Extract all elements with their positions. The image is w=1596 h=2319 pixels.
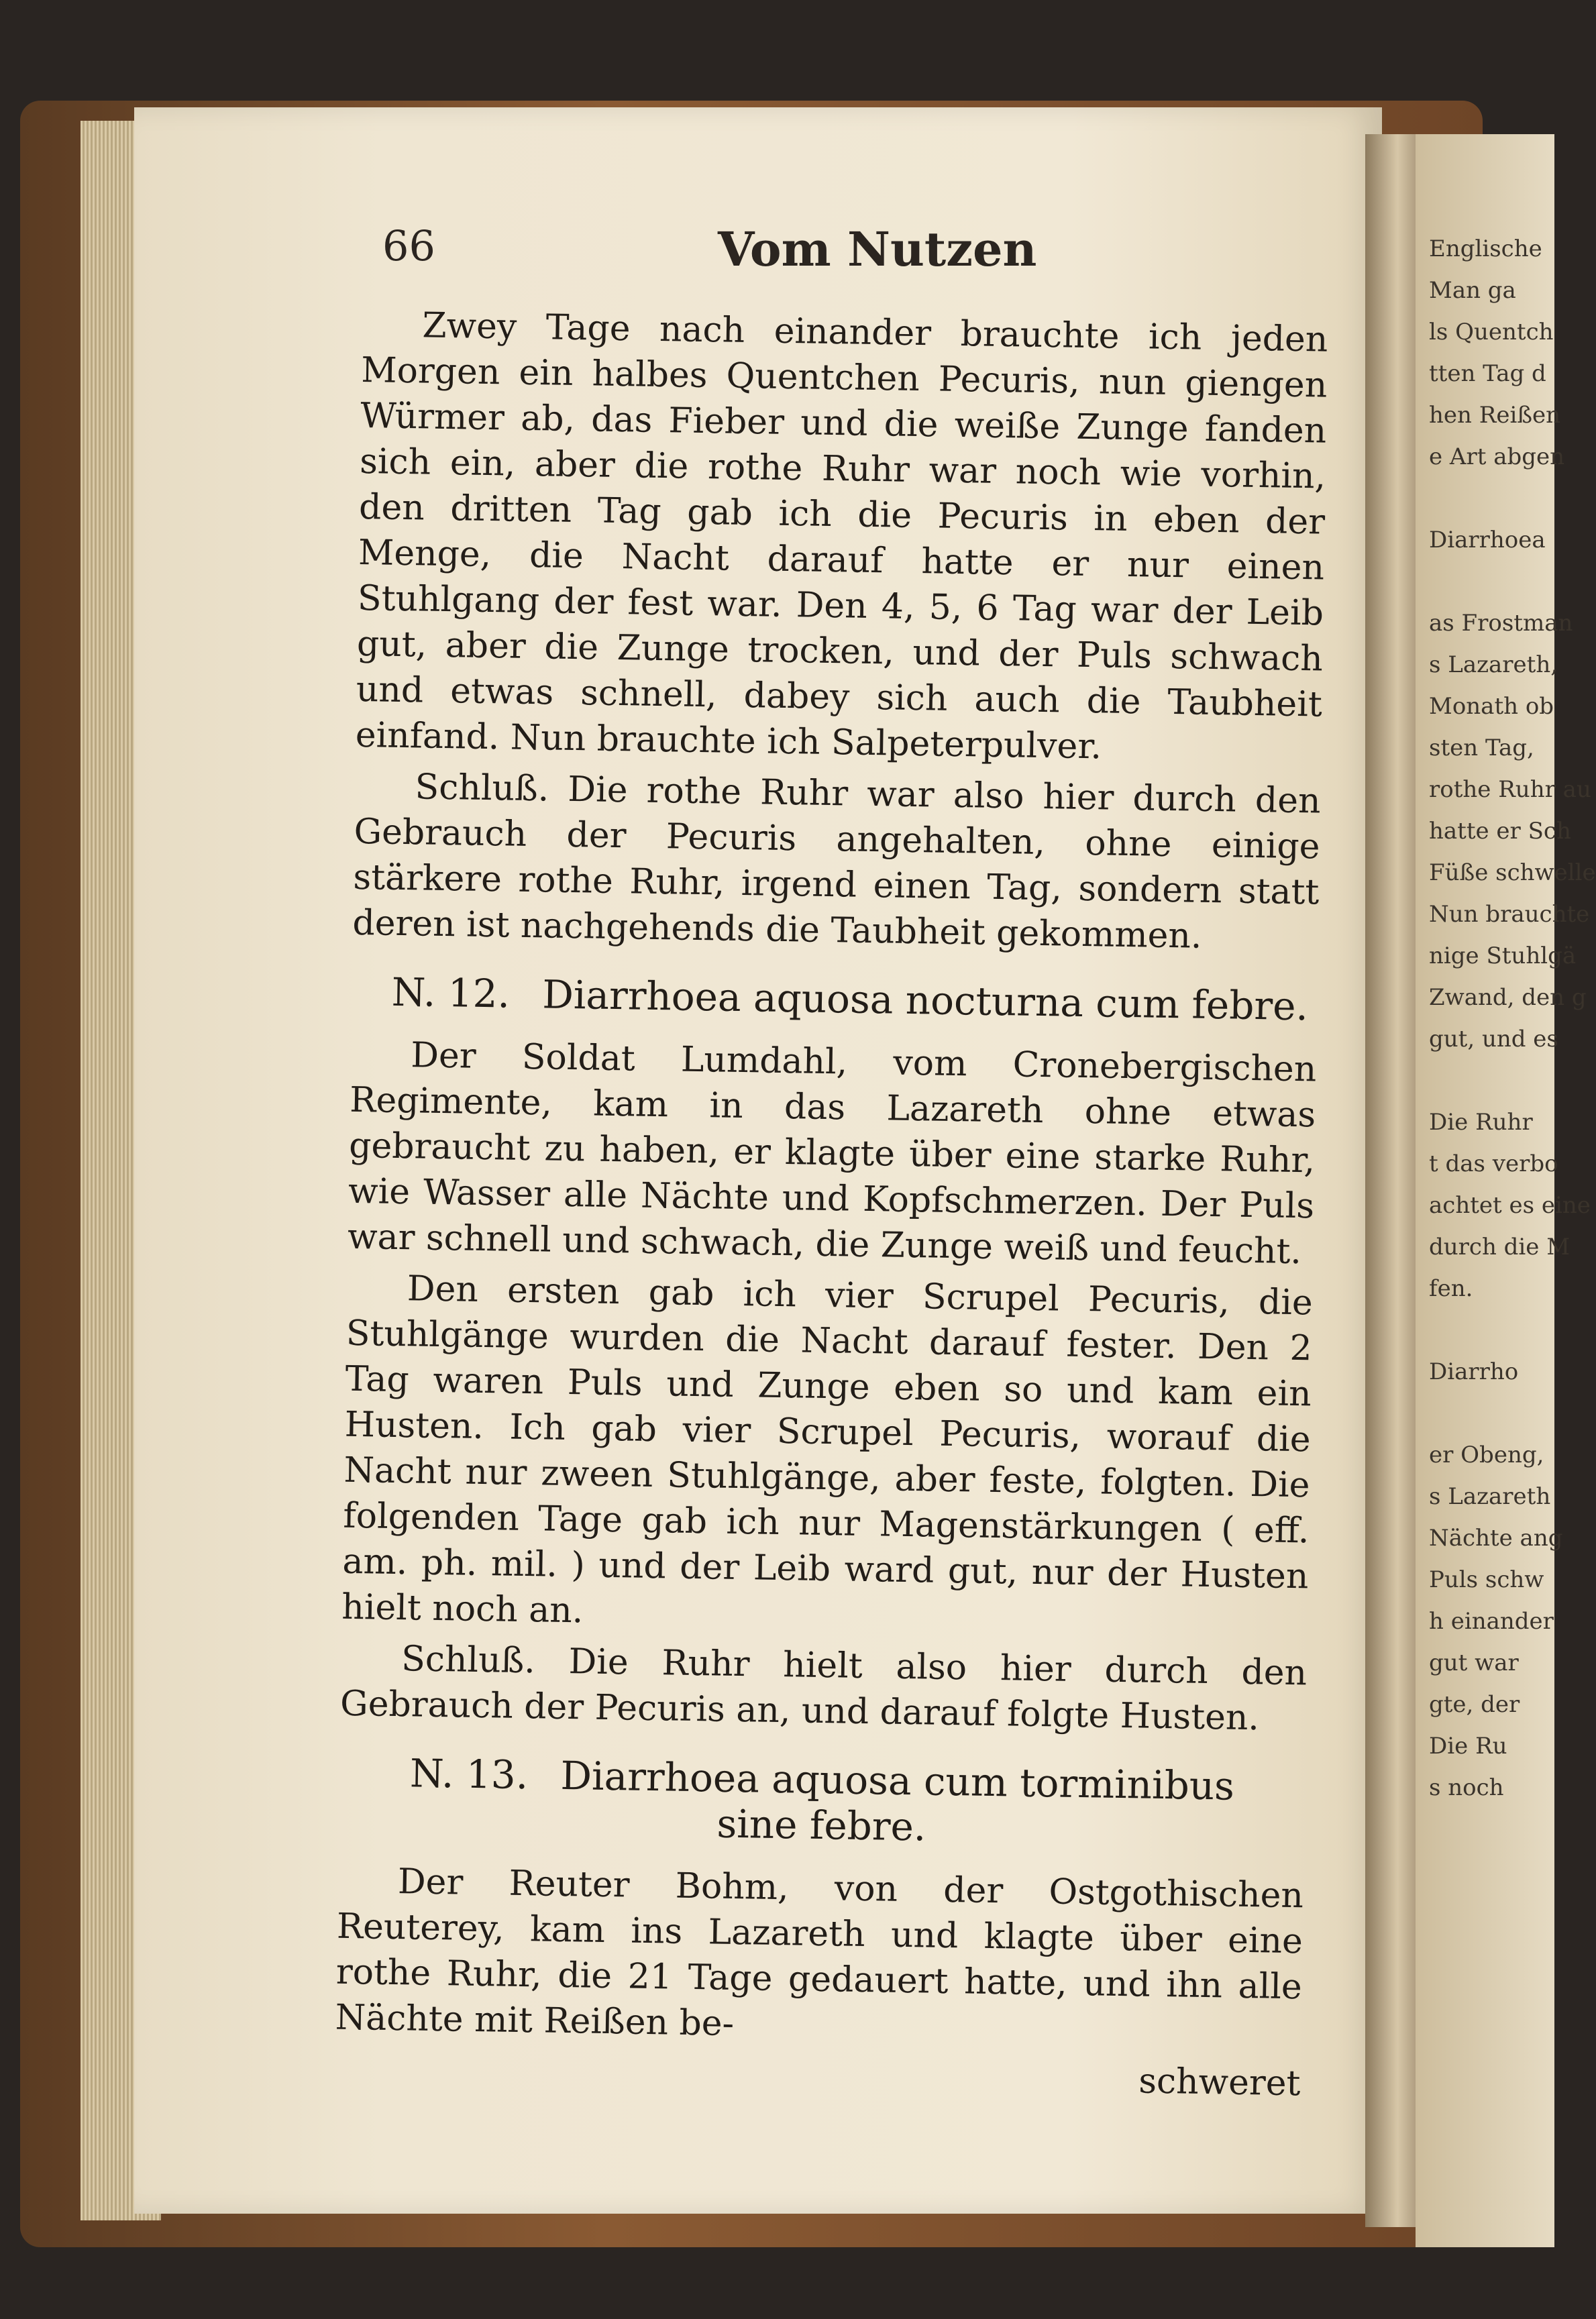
facing-line: achtet es eine — [1429, 1192, 1591, 1219]
facing-line: Zwand, den g — [1429, 984, 1587, 1011]
facing-line: Nächte ang — [1429, 1525, 1563, 1552]
facing-line: Diarrho — [1429, 1358, 1519, 1385]
facing-line: as Frostman — [1429, 610, 1573, 637]
paragraph: Der Reuter Bohm, von der Ostgothischen Reuterey, kam ins Lazareth und klagte über eine rothe Ruhr, die 21 Tage gedauert hatte, und ihn alle Nächte mit Reißen be- — [335, 1862, 1304, 2045]
facing-line: t das verbo — [1429, 1150, 1558, 1177]
book-gutter — [1365, 134, 1419, 2227]
case-heading — [338, 1749, 1306, 1856]
facing-line: Füße schwelle — [1429, 859, 1596, 886]
facing-line: s Lazareth — [1429, 1483, 1551, 1510]
page-number: 66 — [382, 221, 435, 270]
conclusion-paragraph: Schluß. Die rothe Ruhr war also hier durch den Gebrauch der Pecuris angehalten, ohne einige stärkere rothe Ruhr, irgend einen Tag, sondern statt deren ist nachgehends die Taubheit gekommen. — [352, 767, 1321, 957]
case-number: N. 12. — [391, 969, 511, 1017]
facing-line: hen Reißen — [1429, 402, 1561, 429]
facing-line: Englische — [1429, 235, 1542, 262]
facing-line: nige Stuhlgä — [1429, 942, 1577, 969]
facing-line — [1429, 1060, 1550, 1101]
facing-line: gut, und es — [1429, 1026, 1558, 1053]
catchword: schweret — [1138, 2061, 1301, 2104]
page-body — [334, 302, 1328, 2106]
facing-line: gte, der — [1429, 1691, 1520, 1718]
running-title: Vom Nutzen — [718, 221, 1037, 277]
facing-line: sten Tag, — [1429, 735, 1534, 761]
paragraph: Zwey Tage nach einander brauchte ich jeden Morgen ein halbes Quentchen Pecuris, nun giengen Würmer ab, das Fieber und die weiße Zunge fanden sich ein, aber die rothe Ruhr war noch wie vorhin, den dritten Tag gab ich die Pecuris in eben der Menge, die Nacht darauf hatte er nur einen Stuhlgang der fest war. Den 4, 5, 6 Tag war der Leib gut, aber die Zunge trocken, und der Puls schwach und etwas schnell, dabey sich auch die Taubheit einfand. Nun brauchte ich Salpeterpulver. — [355, 305, 1328, 767]
case-heading — [391, 969, 1318, 1030]
facing-line: s Lazareth, — [1429, 651, 1558, 678]
facing-line: fen. — [1429, 1275, 1473, 1302]
facing-line — [1429, 561, 1550, 602]
facing-page-text — [1429, 228, 1596, 2173]
facing-line: durch die M — [1429, 1234, 1571, 1260]
facing-line: rothe Ruhr au — [1429, 776, 1591, 803]
facing-line: tten Tag d — [1429, 360, 1546, 387]
paragraph: Der Soldat Lumdahl, vom Cronebergischen Regimente, kam in das Lazareth ohne etwas gebraucht zu haben, er klagte über eine starke Ruhr, wie Wasser alle Nächte und Kopfschmerzen. Der Puls war schnell und schwach, die Zunge weiß und feucht. — [347, 1035, 1317, 1273]
facing-line — [1429, 1393, 1550, 1434]
facing-line: Diarrhoea — [1429, 527, 1546, 553]
facing-line: gut war — [1429, 1650, 1519, 1676]
facing-line: ls Quentch — [1429, 319, 1554, 345]
facing-line: h einander — [1429, 1608, 1554, 1635]
facing-line: Puls schw — [1429, 1566, 1544, 1593]
conclusion-paragraph: Schluß. Die Ruhr hielt also hier durch den Gebrauch der Pecuris an, und darauf folgte Husten. — [339, 1639, 1308, 1739]
case-title: Diarrhoea aquosa cum torminibus — [560, 1752, 1235, 1809]
facing-line: s noch — [1429, 1774, 1504, 1801]
paragraph: Den ersten gab ich vier Scrupel Pecuris, die Stuhlgänge wurden die Nacht darauf fester. Den 2 Tag waren Puls und Zunge eben so und kam ein Husten. Ich gab vier Scrupel Pecuris, worauf die Nacht nur zween Stuhlgänge, aber feste, folgten. Die folgenden Tage gab ich nur Magenstärkungen ( eff. am. ph. mil. ) und der Leib ward gut, nur der Husten hielt noch an. — [341, 1269, 1314, 1631]
facing-line: Man ga — [1429, 277, 1516, 304]
facing-line — [1429, 478, 1550, 519]
case-title-line2: sine febre. — [716, 1800, 926, 1850]
facing-line: Nun brauchte — [1429, 901, 1590, 928]
facing-line: Monath ob — [1429, 693, 1554, 720]
case-title: Diarrhoea aquosa nocturna cum febre. — [541, 971, 1309, 1030]
facing-line: Die Ruhr — [1429, 1109, 1533, 1136]
page-header — [382, 221, 1322, 295]
facing-line: er Obeng, — [1429, 1442, 1544, 1468]
facing-line — [1429, 1309, 1550, 1351]
facing-line: e Art abgen — [1429, 443, 1565, 470]
facing-line: hatte er Sch — [1429, 818, 1571, 845]
facing-line: Die Ru — [1429, 1733, 1507, 1760]
case-number: N. 13. — [409, 1750, 529, 1798]
